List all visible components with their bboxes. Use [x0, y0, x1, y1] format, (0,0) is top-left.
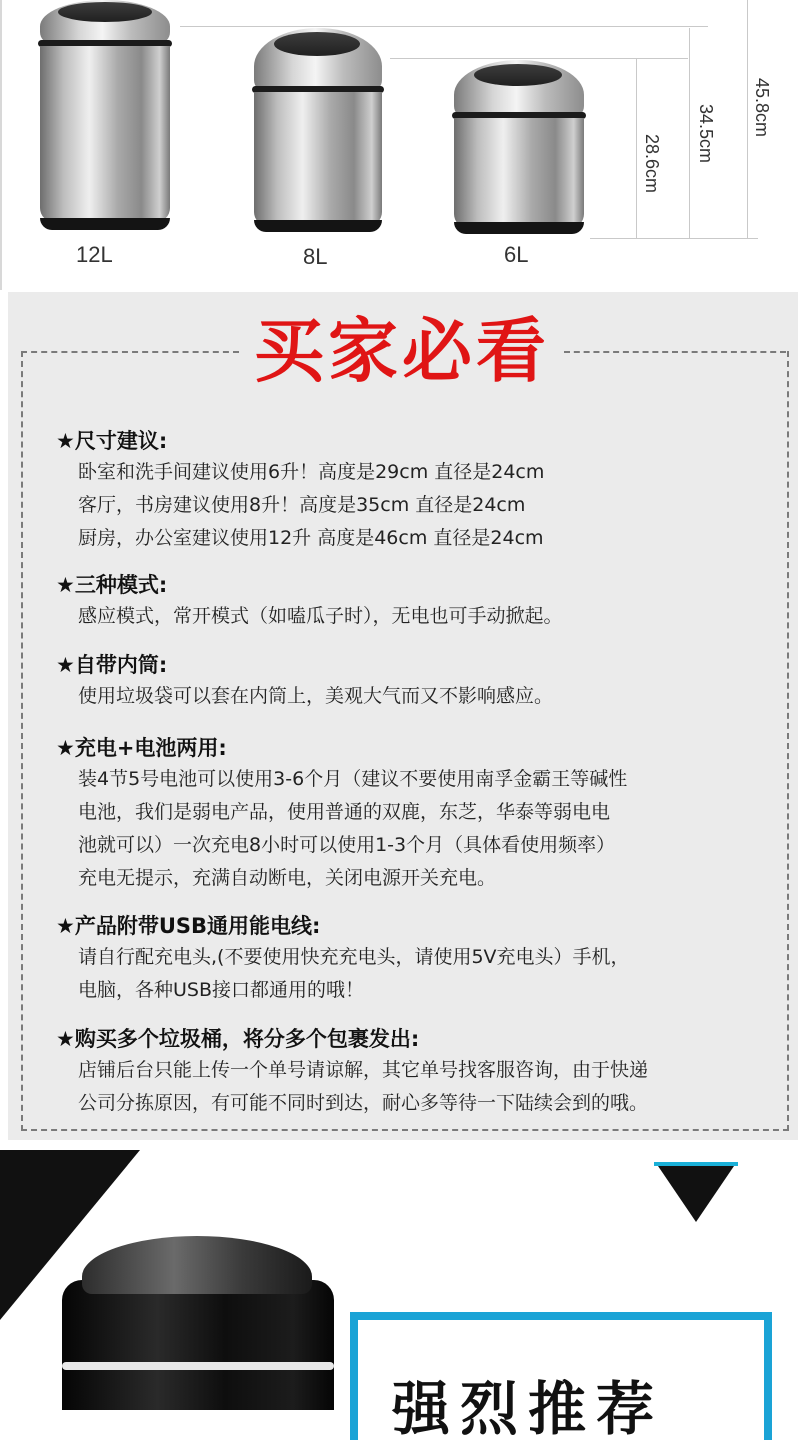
section-line: 电池，我们是弱电产品，使用普通的双鹿，东芝，华泰等弱电电 — [78, 801, 611, 823]
dimension-label-45: 45.8cm — [752, 78, 772, 138]
section-heading: ★充电+电池两用: — [56, 736, 227, 760]
bin-lid-top — [58, 2, 152, 22]
caption-12l: 12L — [76, 242, 113, 267]
banner-text: 强烈推荐 — [392, 1375, 665, 1443]
section-heading: ★产品附带USB通用能电线: — [56, 914, 321, 938]
caption-8l: 8L — [303, 244, 328, 269]
dimension-bar-28 — [636, 58, 637, 238]
section-line: 客厅，书房建议使用8升！高度是35cm 直径是24cm — [78, 494, 526, 516]
corner-triangle-right — [658, 1166, 734, 1222]
notice-section — [56, 426, 776, 555]
section-line: 感应模式，常开模式（如嗑瓜子时），无电也可手动掀起。 — [78, 605, 563, 627]
dimension-bar-45 — [747, 0, 748, 238]
notice-section — [56, 570, 776, 633]
notice-dashed-top-left — [21, 351, 239, 353]
bin-body — [40, 46, 170, 222]
section-heading: ★购买多个垃圾桶，将分多个包裹发出: — [56, 1027, 420, 1051]
black-bin-ring — [62, 1362, 334, 1370]
notice-section — [56, 1024, 776, 1120]
bin-lid-top — [274, 32, 360, 56]
notice-section — [56, 911, 776, 1007]
section-line: 使用垃圾袋可以套在内筒上，美观大气而又不影响感应。 — [78, 685, 554, 707]
product-lineup — [0, 0, 798, 290]
section-line: 池就可以）一次充电8小时可以使用1-3个月（具体看使用频率） — [78, 834, 616, 856]
left-edge — [0, 0, 2, 290]
dimension-guide-bottom — [590, 238, 758, 239]
section-line: 请自行配充电头,(不要使用快充充电头，请使用5V充电头）手机， — [78, 946, 630, 968]
notice-section — [56, 650, 776, 713]
section-line: 公司分拣原因，有可能不同时到达，耐心多等待一下陆续会到的哦。 — [78, 1092, 649, 1114]
notice-title: 买家必看 — [254, 310, 550, 392]
dimension-guide-34 — [390, 58, 688, 59]
bin-body — [254, 92, 382, 226]
section-line: 装4节5号电池可以使用3-6个月（建议不要使用南孚金霸王等碱性 — [78, 768, 628, 790]
promo-banner — [0, 1150, 798, 1443]
notice-dashed-top-right — [564, 351, 786, 353]
bin-base — [254, 220, 382, 232]
dimension-label-28: 28.6cm — [642, 134, 662, 194]
dimension-bar-34 — [689, 28, 690, 238]
bin-base — [454, 222, 584, 234]
bin-body — [454, 118, 584, 228]
section-line: 店铺后台只能上传一个单号请谅解，其它单号找客服咨询，由于快递 — [78, 1059, 649, 1081]
dimension-guide-45 — [180, 26, 708, 27]
section-line: 电脑，各种USB接口都通用的哦！ — [78, 979, 365, 1001]
section-heading: ★尺寸建议: — [56, 429, 168, 453]
section-line: 卧室和洗手间建议使用6升！高度是29cm 直径是24cm — [78, 461, 545, 483]
notice-section — [56, 733, 776, 895]
bin-6l-image — [452, 60, 588, 240]
section-line: 厨房，办公室建议使用12升 高度是46cm 直径是24cm — [78, 527, 544, 549]
caption-6l: 6L — [504, 242, 529, 267]
section-heading: ★三种模式: — [56, 573, 168, 597]
section-heading: ★自带内筒: — [56, 653, 168, 677]
bin-12l-image — [38, 0, 174, 236]
bin-lid-top — [474, 64, 562, 86]
black-bin-body — [62, 1280, 334, 1410]
section-line: 充电无提示，充满自动断电，关闭电源开关充电。 — [78, 867, 497, 889]
bin-base — [40, 218, 170, 230]
bin-8l-image — [252, 28, 384, 238]
dimension-label-34: 34.5cm — [696, 104, 716, 164]
